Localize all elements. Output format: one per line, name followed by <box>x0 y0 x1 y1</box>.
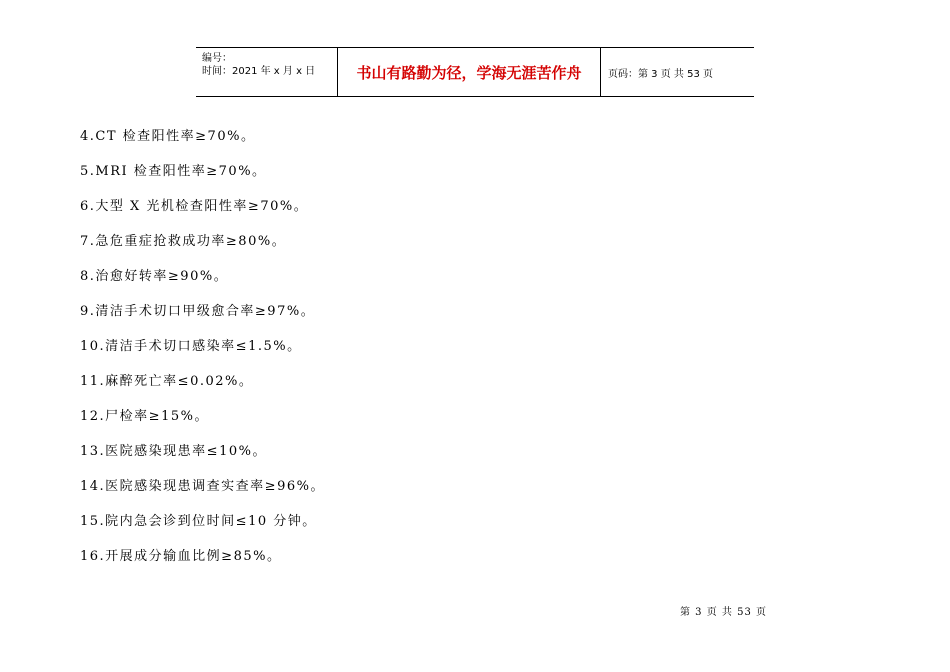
document-header <box>196 47 754 97</box>
indicator-list <box>80 124 325 579</box>
serial-number-label: 编号： <box>202 53 232 64</box>
list-item: 11.麻醉死亡率≤0.02%。 <box>80 374 254 389</box>
list-item: 12.尸检率≥15%。 <box>80 409 209 424</box>
list-item: 8.治愈好转率≥90%。 <box>80 269 229 284</box>
motto-cell <box>338 48 601 96</box>
list-item: 4.CT 检查阳性率≥70%。 <box>80 129 256 144</box>
list-item: 14.医院感染现患调查实查率≥96%。 <box>80 479 325 494</box>
motto-text: 书山有路勤为径，学海无涯苦作舟 <box>356 63 582 82</box>
page-footer <box>680 603 767 618</box>
page-number-cell <box>601 48 754 96</box>
list-item: 13.医院感染现患率≤10%。 <box>80 444 267 459</box>
footer-page-number: 第 3 页 共 53 页 <box>680 607 767 618</box>
list-item: 6.大型 X 光机检查阳性率≥70%。 <box>80 199 309 214</box>
list-item: 7.急危重症抢救成功率≥80%。 <box>80 234 287 249</box>
header-page-number: 页码：第 3 页 共 53 页 <box>608 68 713 80</box>
list-item: 16.开展成分输血比例≥85%。 <box>80 549 282 564</box>
list-item: 9.清洁手术切口甲级愈合率≥97%。 <box>80 304 316 319</box>
date-label: 时间：2021 年 x 月 x 日 <box>202 66 316 77</box>
header-meta-cell <box>196 48 338 96</box>
list-item: 10.清洁手术切口感染率≤1.5%。 <box>80 339 302 354</box>
list-item: 15.院内急会诊到位时间≤10 分钟。 <box>80 514 317 529</box>
list-item: 5.MRI 检查阳性率≥70%。 <box>80 164 267 179</box>
